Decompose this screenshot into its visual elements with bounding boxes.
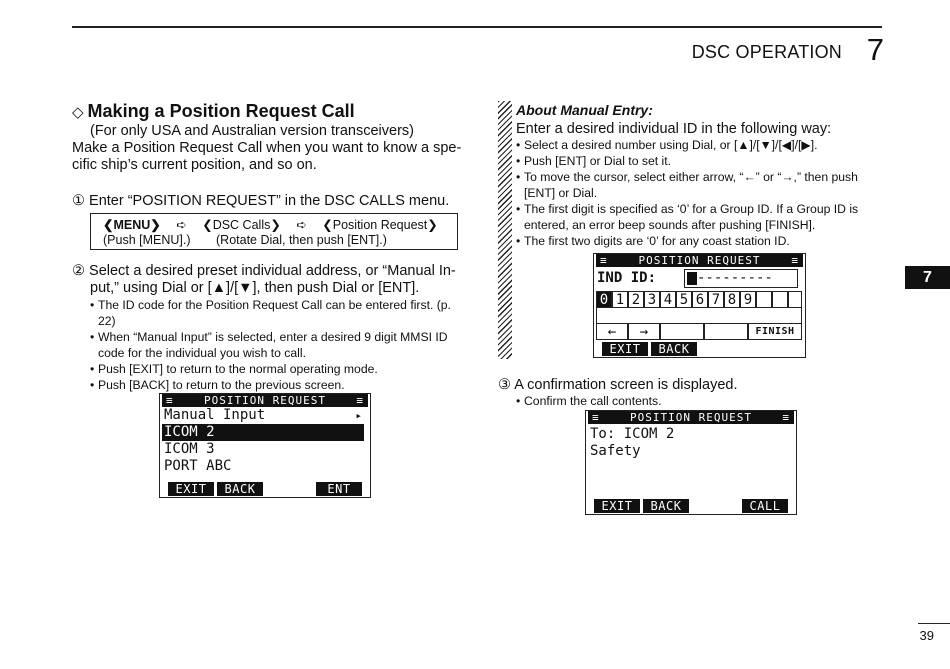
exit-softkey[interactable]: EXIT [602,342,648,356]
rotate-dial-note: (Rotate Dial, then push [ENT].) [216,233,387,247]
lcd-row-category: Safety [590,443,641,459]
list-item: • The ID code for the Position Request Call can be entered first. (p. [90,298,451,312]
menu-push-row [103,233,387,247]
manual-entry-bullets [516,137,886,249]
menu-icon: ≡ [791,254,799,267]
step-1 [72,192,449,210]
digit-key[interactable]: 6 [692,291,708,308]
call-softkey[interactable]: CALL [742,499,788,513]
ind-id-input[interactable] [684,269,798,288]
exit-softkey[interactable]: EXIT [594,499,640,513]
arrow-icon: ➪ [296,218,307,232]
list-item: entered, an error beep sounds after pushing [FINISH]. [524,218,816,232]
step-3-marker: ③ [498,377,511,393]
step-2-text-1: Select a desired preset individual address, or “Manual In- [89,263,456,279]
list-item: • Select a desired number using Dial, or [▲]/[▼]/[◀]/[▶]. [516,138,818,152]
step-3-text: A confirmation screen is displayed. [514,377,738,393]
finish-key[interactable]: FINISH [748,323,802,340]
lcd-row[interactable]: ICOM 3 [164,441,215,457]
step-3 [498,376,737,394]
step-2-marker: ② [72,263,85,279]
right-arrow-icon: ▸ [355,409,362,422]
lcd-title: POSITION REQUEST [638,254,761,267]
list-item: • Push [ENT] or Dial to set it. [516,154,671,168]
menu-icon: ≡ [356,394,364,407]
list-item: [ENT] or Dial. [524,186,598,200]
manual-entry-text: Enter a desired individual ID in the following way: [516,121,832,137]
step-1-text: Enter “POSITION REQUEST” in the DSC CALLS menu. [89,193,450,209]
digit-key[interactable]: 2 [628,291,644,308]
push-menu-note: (Push [MENU].) [103,233,191,247]
empty-key [756,291,772,308]
left-arrow-key[interactable]: ← [596,323,628,340]
intro-line-1: Make a Position Request Call when you want to know a spe- [72,140,462,156]
position-request-menu: ❮Position Request❯ [322,218,438,232]
digit-key[interactable]: 9 [740,291,756,308]
back-softkey[interactable]: BACK [217,482,263,496]
dsc-calls-menu: ❮DSC Calls❯ [202,218,281,232]
list-item: • The first two digits are ‘0’ for any coast station ID. [516,234,790,248]
arrow-icon: ➪ [176,218,187,232]
diamond-icon: ◇ [72,104,84,121]
chapter-number: 7 [866,32,884,67]
lcd-row-to: To: ICOM 2 [590,426,675,442]
step-3-bullet: • Confirm the call contents. [516,394,662,408]
lcd-screen-select-address [159,393,371,498]
lcd-row-selected[interactable]: ICOM 2 [162,424,364,441]
lcd-title: POSITION REQUEST [630,411,752,424]
list-item: • Push [EXIT] to return to the normal operating mode. [90,362,378,376]
lcd-row[interactable]: PORT ABC [164,458,232,474]
step-2-line-2: put,” using Dial or [▲]/[▼], then push Dial or [ENT]. [90,280,420,296]
step-2-line-1 [72,262,456,280]
digit-key[interactable]: 8 [724,291,740,308]
digit-key[interactable]: 4 [660,291,676,308]
back-softkey[interactable]: BACK [643,499,689,513]
page-number-rule [918,623,950,624]
header-rule [72,26,882,28]
chapter-side-tab[interactable]: 7 [905,266,950,289]
menu-path-box [90,213,458,250]
section-title [72,101,355,122]
menu-icon: ≡ [592,411,600,424]
list-item: code for the individual you wish to call. [98,346,306,360]
lcd-row-manual-input[interactable]: Manual Input ▸ [164,407,362,423]
list-item: • The first digit is specified as ‘0’ for a Group ID. If a Group ID is [516,202,859,216]
step-1-marker: ① [72,193,85,209]
list-item: • Push [BACK] to return to the previous screen. [90,378,345,392]
ind-id-value: --------- [697,270,773,286]
empty-key [772,291,788,308]
list-item: • To move the cursor, select either arrow, “←” or “→,” then push [516,170,858,184]
digit-key[interactable]: 1 [612,291,628,308]
empty-key [704,323,748,340]
ind-id-label: IND ID: [597,270,657,286]
menu-icon: ≡ [166,394,174,407]
right-arrow-key[interactable]: → [628,323,660,340]
lcd-title-bar [588,411,794,424]
cursor-block [687,272,697,285]
note-hatch-bar [498,101,512,359]
digit-key[interactable]: 5 [676,291,692,308]
page-number: 39 [919,628,934,643]
menu-path-row [103,217,438,232]
lcd-title-bar [162,394,368,407]
list-item: 22) [98,314,116,328]
lcd-screen-confirmation [585,410,797,515]
empty-key [660,323,704,340]
list-item: • When “Manual Input” is selected, enter a desired 9 digit MMSI ID [90,330,448,344]
empty-key [788,291,802,308]
section-title-text: Making a Position Request Call [87,101,355,121]
back-softkey[interactable]: BACK [651,342,697,356]
ent-softkey[interactable]: ENT [316,482,362,496]
lcd-title-bar [596,254,803,267]
digit-key[interactable]: 7 [708,291,724,308]
intro-line-2: cific ship’s current position, and so on. [72,157,317,173]
menu-key: ❮MENU❯ [103,218,161,232]
digit-key[interactable]: 0 [596,291,612,308]
menu-icon: ≡ [600,254,608,267]
section-header-title: DSC OPERATION [691,42,842,62]
digit-key[interactable]: 3 [644,291,660,308]
lcd-screen-manual-entry [593,253,806,358]
empty-key-row [596,307,802,324]
lcd-title: POSITION REQUEST [204,394,326,407]
exit-softkey[interactable]: EXIT [168,482,214,496]
section-subtitle: (For only USA and Australian version transceivers) [90,123,414,139]
step-2-bullets [90,297,460,393]
menu-icon: ≡ [782,411,790,424]
manual-entry-heading: About Manual Entry: [516,102,653,118]
